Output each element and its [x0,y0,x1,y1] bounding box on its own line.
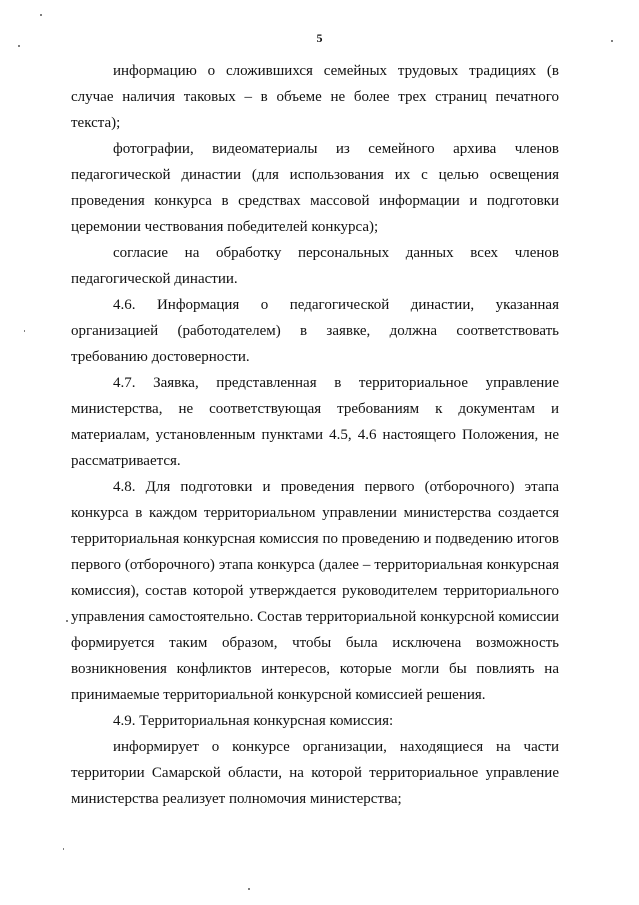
paragraph: 4.7. Заявка, представленная в территориальное управление министерства, не соответствующая требованиям к документам и материалам, установленным пунктами 4.5, 4.6 настоящего Положения, не рассматривается. [71,375,559,469]
paragraph: информацию о сложившихся семейных трудовых традициях (в случае наличия таковых – в объеме не более трех страниц печатного текста); [71,63,559,131]
paragraph: 4.6. Информация о педагогической династии, указанная организацией (работодателем) в заявке, должна соответствовать требованию достоверности. [71,297,559,365]
scan-speck [40,14,42,16]
paragraph: 4.8. Для подготовки и проведения первого (отборочного) этапа конкурса в каждом территориальном управлении министерства создается территориальная конкурсная комиссия по проведению и подведению итогов первого (отборочного) этапа конкурса (далее – территориальная конкурсная комиссия), состав которой утверждается руководителем территориального управления самостоятельно. Состав территориальной конкурсной комиссии формируется таким образом, чтобы была исключена возможность возникновения конфликтов интересов, которые могли бы повлиять на принимаемые территориальной конкурсной комиссией решения. [71,479,560,703]
scan-speck [611,40,613,42]
scan-speck [24,330,25,332]
scan-speck [18,45,20,47]
paragraph: 4.9. Территориальная конкурсная комиссия: [113,713,394,729]
document-body [71,58,559,812]
scan-speck [248,888,250,890]
page-number: 5 [316,31,323,45]
paragraph: согласие на обработку персональных данных всех членов педагогической династии. [71,245,559,287]
scan-speck [66,620,68,622]
paragraph: информирует о конкурсе организации, находящиеся на части территории Самарской области, на которой территориальное управление министерства реализует полномочия министерства; [71,739,559,807]
scan-speck [63,848,64,850]
paragraph: фотографии, видеоматериалы из семейного архива членов педагогической династии (для использования их с целью освещения проведения конкурса в средствах массовой информации и подготовки церемонии чествования победителей конкурса); [71,141,559,235]
